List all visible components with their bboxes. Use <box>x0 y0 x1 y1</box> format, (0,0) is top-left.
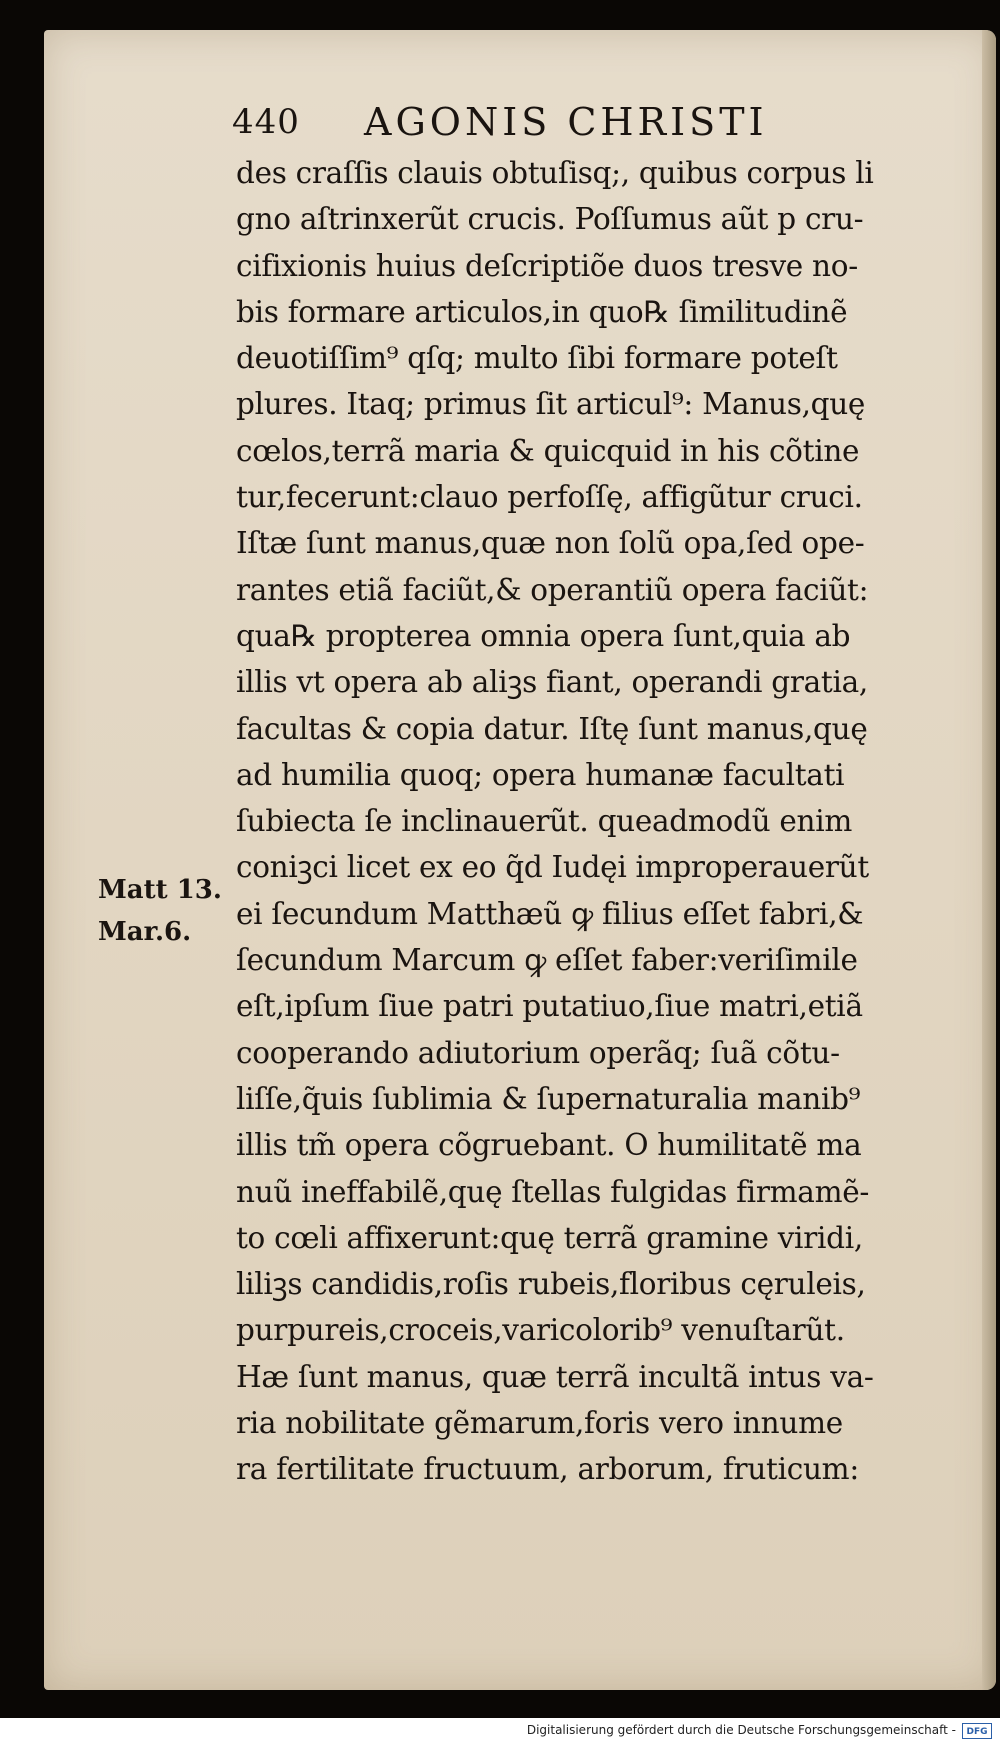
body-text <box>236 150 926 1493</box>
text-line: ſecundum Marcum ꝙ eſſet faber:veriſimile <box>236 943 858 978</box>
text-line: deuotiſſim⁹ qſq; multo ſibi formare poteſt <box>236 341 838 376</box>
text-line: ad humilia quoq; opera humanæ facultati <box>236 757 845 792</box>
text-line: illis tm̃ opera cõgruebant. O humilitatẽ ma <box>236 1128 862 1163</box>
text-line: eſt,ipſum ſiue patri putatiuo,ſiue matri,etiã <box>236 989 863 1024</box>
text-line: to cœli affixerunt:quę terrã gramine viridi, <box>236 1220 863 1255</box>
text-line: bis formare articulos,in quo℞ ſimilitudinẽ <box>236 294 848 329</box>
text-line: ſubiecta ſe inclinauerũt. queadmodũ enim <box>236 804 853 839</box>
text-line: nuũ ineffabilẽ,quę ſtellas fulgidas firmamẽ- <box>236 1174 870 1209</box>
margin-note-mark: Mar.6. <box>98 917 192 947</box>
text-line: purpureis,croceis,varicolorib⁹ venuſtarũt. <box>236 1313 845 1348</box>
text-line: cooperando adiutorium operãq; ſuã cõtu- <box>236 1035 840 1070</box>
text-line: ria nobilitate gẽmarum,foris vero innume <box>236 1406 843 1441</box>
text-line: Hæ ſunt manus, quæ terrã incultã intus va- <box>236 1359 874 1394</box>
text-line: liſſe,q̃uis ſublimia & ſupernaturalia manib⁹ <box>236 1081 861 1116</box>
text-line: cifixionis huius deſcriptiõe duos tresve no- <box>236 248 858 283</box>
text-line: des craſſis clauis obtuſisq;, quibus corpus li <box>236 156 874 190</box>
text-line: Iſtæ ſunt manus,quæ non ſolũ opa,ſed ope- <box>236 526 865 561</box>
text-line: facultas & copia datur. Iſtę ſunt manus,quę <box>236 711 868 746</box>
text-line: rantes etiã faciũt,& operantiũ opera faciũt: <box>236 572 869 607</box>
page-edge <box>982 30 996 1690</box>
text-line: illis vt opera ab aliꝫs fiant, operandi gratia, <box>236 665 868 700</box>
running-title: AGONIS CHRISTI <box>364 100 768 144</box>
text-line: plures. Itaq; primus ſit articul⁹: Manus,quę <box>236 387 866 422</box>
text-line: qua℞ propterea omnia opera ſunt,quia ab <box>236 618 851 653</box>
funding-credit: Digitalisierung gefördert durch die Deutsche Forschungsgemeinschaft - <box>526 1723 956 1737</box>
text-line: cœlos,terrã maria & quicquid in his cõtine <box>236 433 860 468</box>
page-header <box>232 94 912 150</box>
text-line: ei ſecundum Matthæũ ꝙ filius eſſet fabri,& <box>236 896 864 931</box>
footer-bar <box>0 1718 1000 1747</box>
text-line: ra fertilitate fructuum, arborum, fruticum: <box>236 1452 859 1487</box>
dfg-logo: DFG <box>962 1723 992 1739</box>
text-line: liliꝫs candidis,roſis rubeis,floribus cęruleis, <box>236 1267 866 1302</box>
page-number: 440 <box>232 102 300 142</box>
text-line: gno aſtrinxerũt crucis. Poſſumus aũt p cru- <box>236 202 864 237</box>
margin-note-matthew: Matt 13. <box>98 875 222 905</box>
text-line: tur,fecerunt:clauo perfoſſę, affigũtur cruci. <box>236 480 863 515</box>
text-line: coniꝫci licet ex eo q̃d Iudęi improperauerũt <box>236 850 869 885</box>
